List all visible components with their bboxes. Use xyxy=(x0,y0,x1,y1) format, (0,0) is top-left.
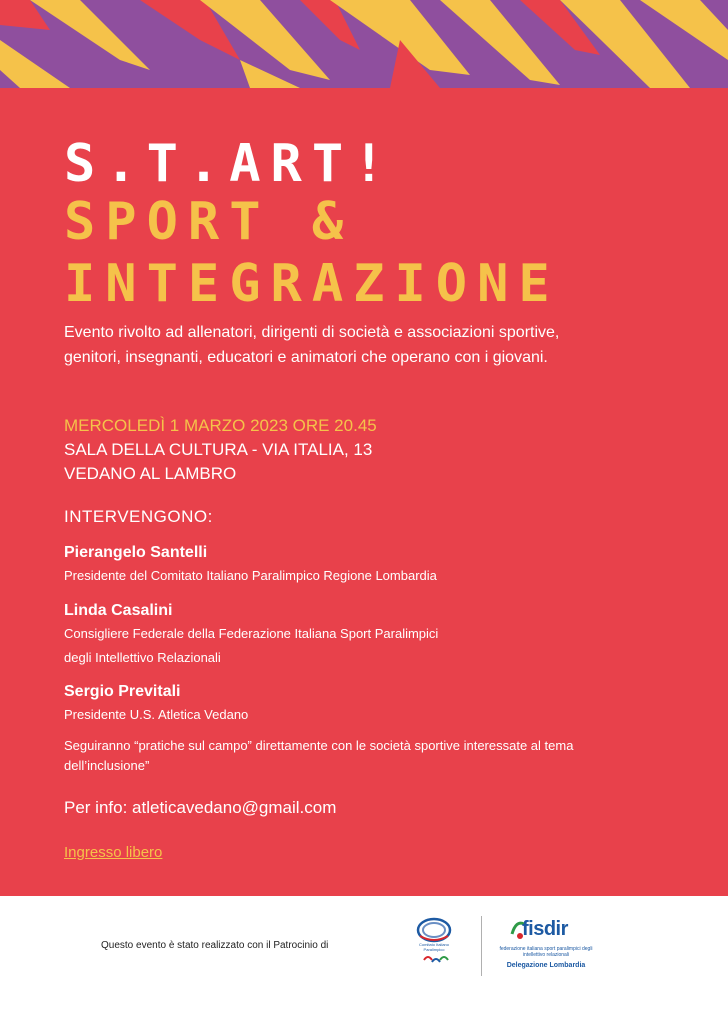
speakers-heading: INTERVENGONO: xyxy=(64,507,213,526)
event-subtitle-line2: INTEGRAZIONE xyxy=(64,254,560,314)
speaker-name: Pierangelo Santelli xyxy=(64,544,208,561)
fisdir-delegation: Delegazione Lombardia xyxy=(506,962,586,969)
event-subtitle-line1: SPORT & xyxy=(64,192,354,252)
poster-body xyxy=(0,88,728,896)
decorative-stripes-band xyxy=(0,0,728,88)
speaker-role: Presidente del Comitato Italiano Paralimpico Regione Lombardia xyxy=(64,568,437,583)
speaker-role: Presidente U.S. Atletica Vedano xyxy=(64,707,249,722)
patronage-text: Questo evento è stato realizzato con il Patrocinio di xyxy=(101,940,329,951)
fisdir-wordmark: fisdir xyxy=(522,918,568,940)
speaker-name: Linda Casalini xyxy=(64,602,173,619)
event-town: VEDANO AL LAMBRO xyxy=(64,464,237,483)
free-entry-link[interactable]: Ingresso libero xyxy=(64,844,163,861)
speaker-name: Sergio Previtali xyxy=(64,683,181,700)
event-venue: SALA DELLA CULTURA - VIA ITALIA, 13 xyxy=(64,440,373,459)
speaker-role: Consigliere Federale della Federazione Italiana Sport Paralimpici xyxy=(64,626,439,641)
cip-logo xyxy=(408,912,460,980)
stripes-graphic xyxy=(0,0,728,88)
cip-logo-text: Comitato Italiano Paralimpico xyxy=(418,942,449,952)
fisdir-logo xyxy=(498,914,594,978)
event-description: Evento rivolto ad allenatori, dirigenti di società e associazioni sportive, genitori, insegnanti, educatori e animatori che operano con i giovani. xyxy=(64,324,560,366)
contact-info: Per info: atleticavedano@gmail.com xyxy=(64,798,337,817)
speaker-role: degli Intellettivo Relazionali xyxy=(64,650,221,665)
field-practice-note: Seguiranno “pratiche sul campo” direttamente con le società sportive interessate al tema dell’inclusione” xyxy=(64,738,574,773)
event-title: S.T.ART! xyxy=(64,134,395,194)
event-date-time: MERCOLEDÌ 1 MARZO 2023 ORE 20.45 xyxy=(64,416,377,435)
logo-divider xyxy=(481,916,482,976)
fisdir-subtitle: federazione italiana sport paralimpici degli intellettivo relazionali xyxy=(499,946,593,958)
